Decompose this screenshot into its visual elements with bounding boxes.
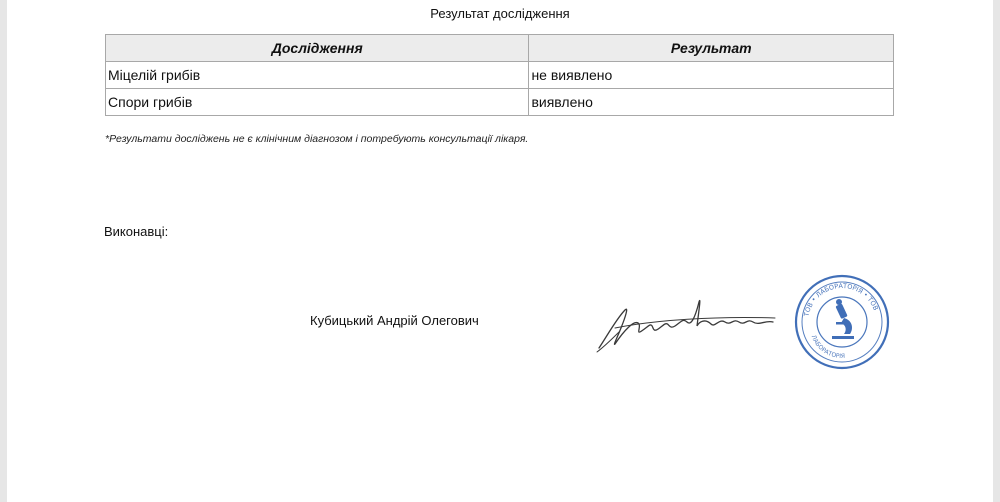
table-cell-study: Спори грибів	[106, 89, 529, 116]
column-header-result: Результат	[529, 35, 894, 62]
handwritten-signature	[595, 288, 780, 358]
table-row	[106, 89, 894, 116]
table-cell-result: виявлено	[529, 89, 894, 116]
results-table	[105, 34, 894, 116]
microscope-icon	[832, 299, 854, 339]
page-edge-left	[0, 0, 7, 502]
performer-name: Кубицький Андрій Олегович	[310, 313, 479, 328]
document-title: Результат дослідження	[430, 6, 570, 21]
table-cell-result: не виявлено	[529, 62, 894, 89]
table-header-row	[106, 35, 894, 62]
performers-label: Виконавці:	[104, 224, 169, 239]
page-edge-right	[993, 0, 1000, 502]
column-header-study: Дослідження	[106, 35, 529, 62]
svg-text:ЛАБОРАТОРІЯ: ЛАБОРАТОРІЯ	[809, 334, 846, 361]
laboratory-stamp	[792, 274, 892, 370]
disclaimer-footnote: *Результати досліджень не є клінічним діагнозом і потребують консультації лікаря.	[105, 133, 529, 145]
table-row	[106, 62, 894, 89]
table-cell-study: Міцелій грибів	[106, 62, 529, 89]
svg-text:ТОВ • ЛАБОРАТОРІЯ • ТОВ: ТОВ • ЛАБОРАТОРІЯ • ТОВ	[802, 281, 880, 318]
